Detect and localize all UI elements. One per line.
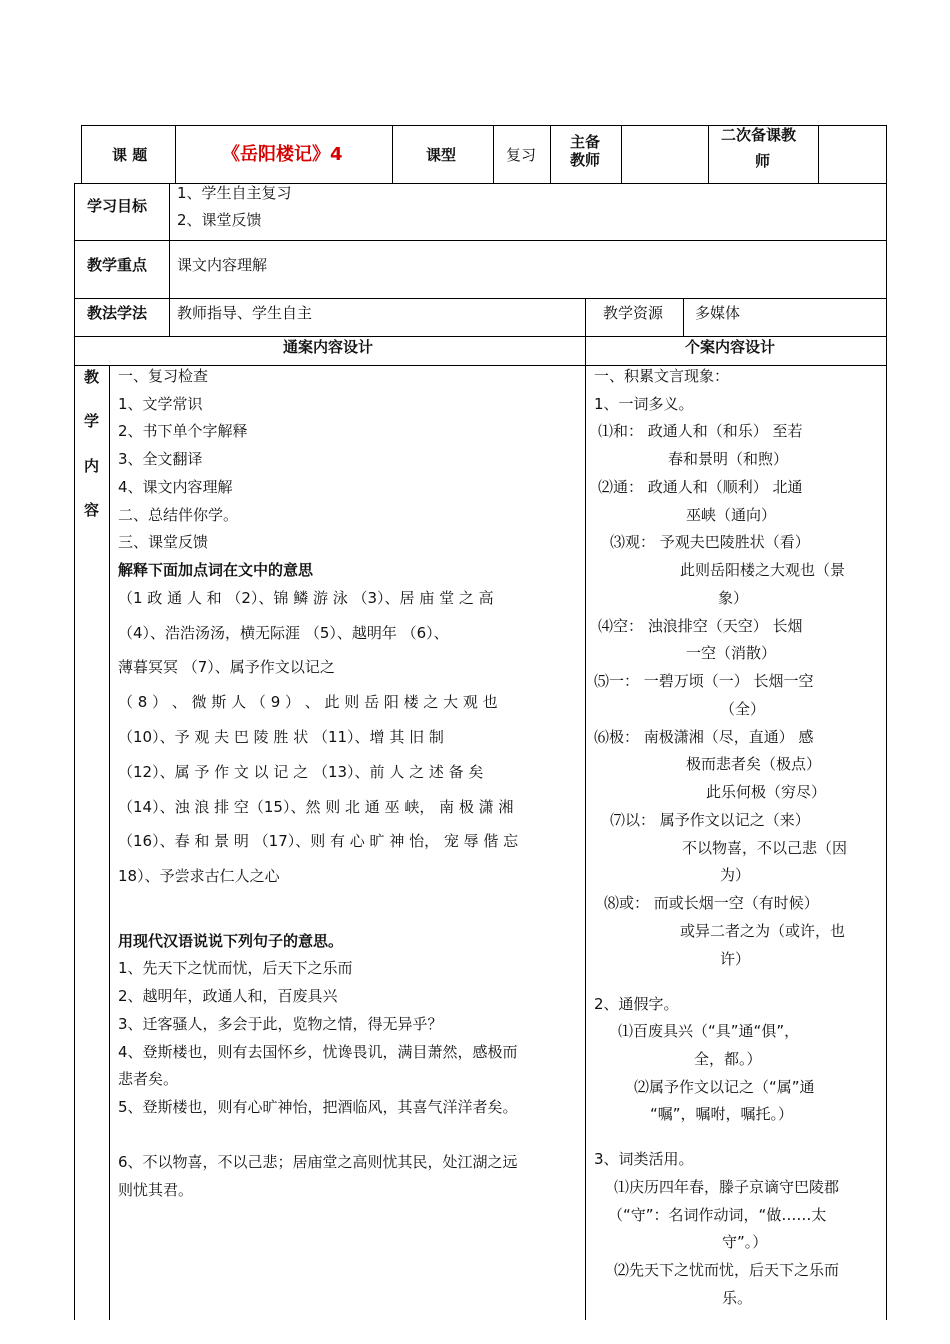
method-value: 教师指导、学生自主 (177, 304, 313, 322)
right-line: 为） (720, 866, 751, 884)
focus-bottom (74, 298, 887, 299)
side-label-char: 教 (84, 368, 100, 386)
right-line: 或异二者之为（或许，也 (680, 922, 846, 940)
right-line: ⑹极： 南极潇湘（尽，直通） 感 (594, 728, 814, 746)
side-label-divider (109, 365, 110, 1320)
left-line: 三、课堂反馈 (118, 533, 209, 551)
left-line: 二、总结伴你学。 (118, 506, 239, 524)
translate-line: 6、不以物喜，不以己悲；居庙堂之高则忧其民，处江湖之远 (118, 1153, 518, 1171)
explain-line: （1 政 通 人 和 （2）、锦 鳞 游 泳 （3）、居 庙 堂 之 高 (118, 589, 494, 607)
translate-line: 5、登斯楼也，则有心旷神怡，把酒临风，其喜气洋洋者矣。 (118, 1098, 518, 1116)
table-border-left-top (81, 125, 82, 183)
right-line: 3、词类活用。 (594, 1150, 694, 1168)
main-teacher-label-2: 教师 (570, 151, 601, 169)
label-col-divider (169, 183, 170, 337)
right-line: ⑴庆历四年春，滕子京谪守巴陵郡 (614, 1178, 840, 1196)
explain-line: （ 8 ） 、 微 斯 人 （ 9 ） 、 此 则 岳 阳 楼 之 大 观 也 (118, 693, 498, 711)
translate-line: 2、越明年，政通人和，百废具兴 (118, 987, 338, 1005)
main-col-divider (585, 336, 586, 1320)
explain-line: （14）、浊 浪 排 空（15）、然 则 北 通 巫 峡， 南 极 潇 湘 (118, 798, 514, 816)
right-line: （“守”：名词作动词，“做……太 (608, 1206, 827, 1224)
right-line: 一空（消散） (686, 644, 777, 662)
right-line: 象） (718, 589, 749, 607)
translate-line: 3、迁客骚人，多会于此，览物之情，得无异乎？ (118, 1015, 443, 1033)
right-line: ⑺以： 属予作文以记之（来） (610, 811, 810, 829)
explain-line: （10）、予 观 夫 巴 陵 胜 状 （11）、增 其 旧 制 (118, 728, 444, 746)
left-line: 3、全文翻译 (118, 450, 203, 468)
left-line: 2、书下单个字解释 (118, 422, 248, 440)
right-line: 极而悲者矣（极点） (686, 755, 822, 773)
method-label: 教法学法 (87, 304, 148, 322)
right-line: ⑷空： 浊浪排空（天空） 长烟 (598, 617, 803, 635)
translate-line: 4、登斯楼也，则有去国怀乡，忧谗畏讥，满目萧然，感极而 (118, 1043, 518, 1061)
side-label-char: 学 (84, 412, 100, 430)
common-design-header: 通案内容设计 (283, 338, 374, 356)
right-line: ⑵通： 政通人和（顺利） 北通 (598, 478, 803, 496)
explain-line: 18）、予尝求古仁人之心 (118, 867, 280, 885)
second-teacher-label-1: 二次备课教 (721, 126, 797, 144)
goals-bottom (74, 240, 887, 241)
right-line: 2、通假字。 (594, 995, 679, 1013)
explain-title: 解释下面加点词在文中的意思 (118, 561, 314, 579)
translate-line: 则忧其君。 (118, 1181, 194, 1199)
explain-line: （4）、浩浩汤汤，横无际涯 （5）、越明年 （6）、 (118, 624, 449, 642)
side-label-char: 内 (84, 457, 100, 475)
explain-line: （12）、属 予 作 文 以 记 之 （13）、前 人 之 述 备 矣 (118, 763, 484, 781)
header-col-6 (708, 125, 709, 183)
side-label-char: 容 (84, 501, 100, 519)
right-line: ⑴和： 政通人和（和乐） 至若 (598, 422, 803, 440)
explain-line: 薄暮冥冥 （7）、属予作文以记之 (118, 658, 335, 676)
left-line: 一、复习检查 (118, 367, 209, 385)
goal-item: 1、学生自主复习 (177, 184, 292, 202)
resource-value: 多媒体 (695, 304, 741, 322)
translate-line: 悲者矣。 (118, 1070, 179, 1088)
right-line: 不以物喜，不以己悲（因 (682, 839, 848, 857)
method-col-2 (683, 298, 684, 336)
right-line: ⑸一： 一碧万顷（一） 长烟一空 (594, 672, 814, 690)
resource-label: 教学资源 (603, 304, 664, 322)
right-line: ⑶观： 予观夫巴陵胜状（看） (610, 533, 810, 551)
right-line: 乐。 (722, 1289, 753, 1307)
focus-label: 教学重点 (87, 256, 148, 274)
translate-line: 1、先天下之忧而忧，后天下之乐而 (118, 959, 353, 977)
right-line: （全） (720, 700, 766, 718)
right-line: ⑵先天下之忧而忧，后天下之乐而 (614, 1261, 840, 1279)
second-teacher-label-2: 师 (755, 152, 771, 170)
table-border-right (886, 125, 887, 1320)
right-line: ⑻或： 而或长烟一空（有时候） (604, 894, 819, 912)
header-col-2 (392, 125, 393, 183)
page-title: 《岳阳楼记》4 (222, 144, 343, 165)
right-line: 许） (720, 950, 751, 968)
type-value: 复习 (506, 146, 537, 164)
main-teacher-label-1: 主备 (570, 133, 601, 151)
method-col-1 (585, 298, 586, 336)
right-line: 1、一词多义。 (594, 395, 694, 413)
table-border-left (74, 183, 75, 1320)
right-line: 全，都。） (694, 1050, 762, 1068)
right-line: ⑴百废具兴（“具”通“俱”， (618, 1022, 800, 1040)
header-col-1 (175, 125, 176, 183)
type-label: 课型 (426, 146, 457, 164)
goal-item: 2、课堂反馈 (177, 211, 262, 229)
right-line: 巫峡（通向） (686, 506, 777, 524)
header-col-5 (621, 125, 622, 183)
right-line: 守”。） (722, 1233, 768, 1251)
left-line: 4、课文内容理解 (118, 478, 233, 496)
focus-value: 课文内容理解 (177, 256, 268, 274)
right-line: 春和景明（和煦） (668, 450, 789, 468)
header-col-3 (493, 125, 494, 183)
left-line: 1、文学常识 (118, 395, 203, 413)
goals-label: 学习目标 (87, 197, 148, 215)
translate-title: 用现代汉语说说下列句子的意思。 (118, 932, 344, 950)
right-line: 此乐何极（穷尽） (706, 783, 827, 801)
topic-label: 课 题 (112, 146, 148, 164)
header-col-4 (550, 125, 551, 183)
explain-line: （16）、春 和 景 明 （17）、则 有 心 旷 神 怡， 宠 辱 偕 忘 (118, 832, 519, 850)
header-col-7 (818, 125, 819, 183)
right-line: 一、积累文言现象： (594, 367, 730, 385)
personal-design-header: 个案内容设计 (685, 338, 776, 356)
right-line: ⑵属予作文以记之（“属”通 (634, 1078, 815, 1096)
right-line: 此则岳阳楼之大观也（景 (680, 561, 846, 579)
right-line: “嘱”，嘱咐，嘱托。） (650, 1105, 794, 1123)
